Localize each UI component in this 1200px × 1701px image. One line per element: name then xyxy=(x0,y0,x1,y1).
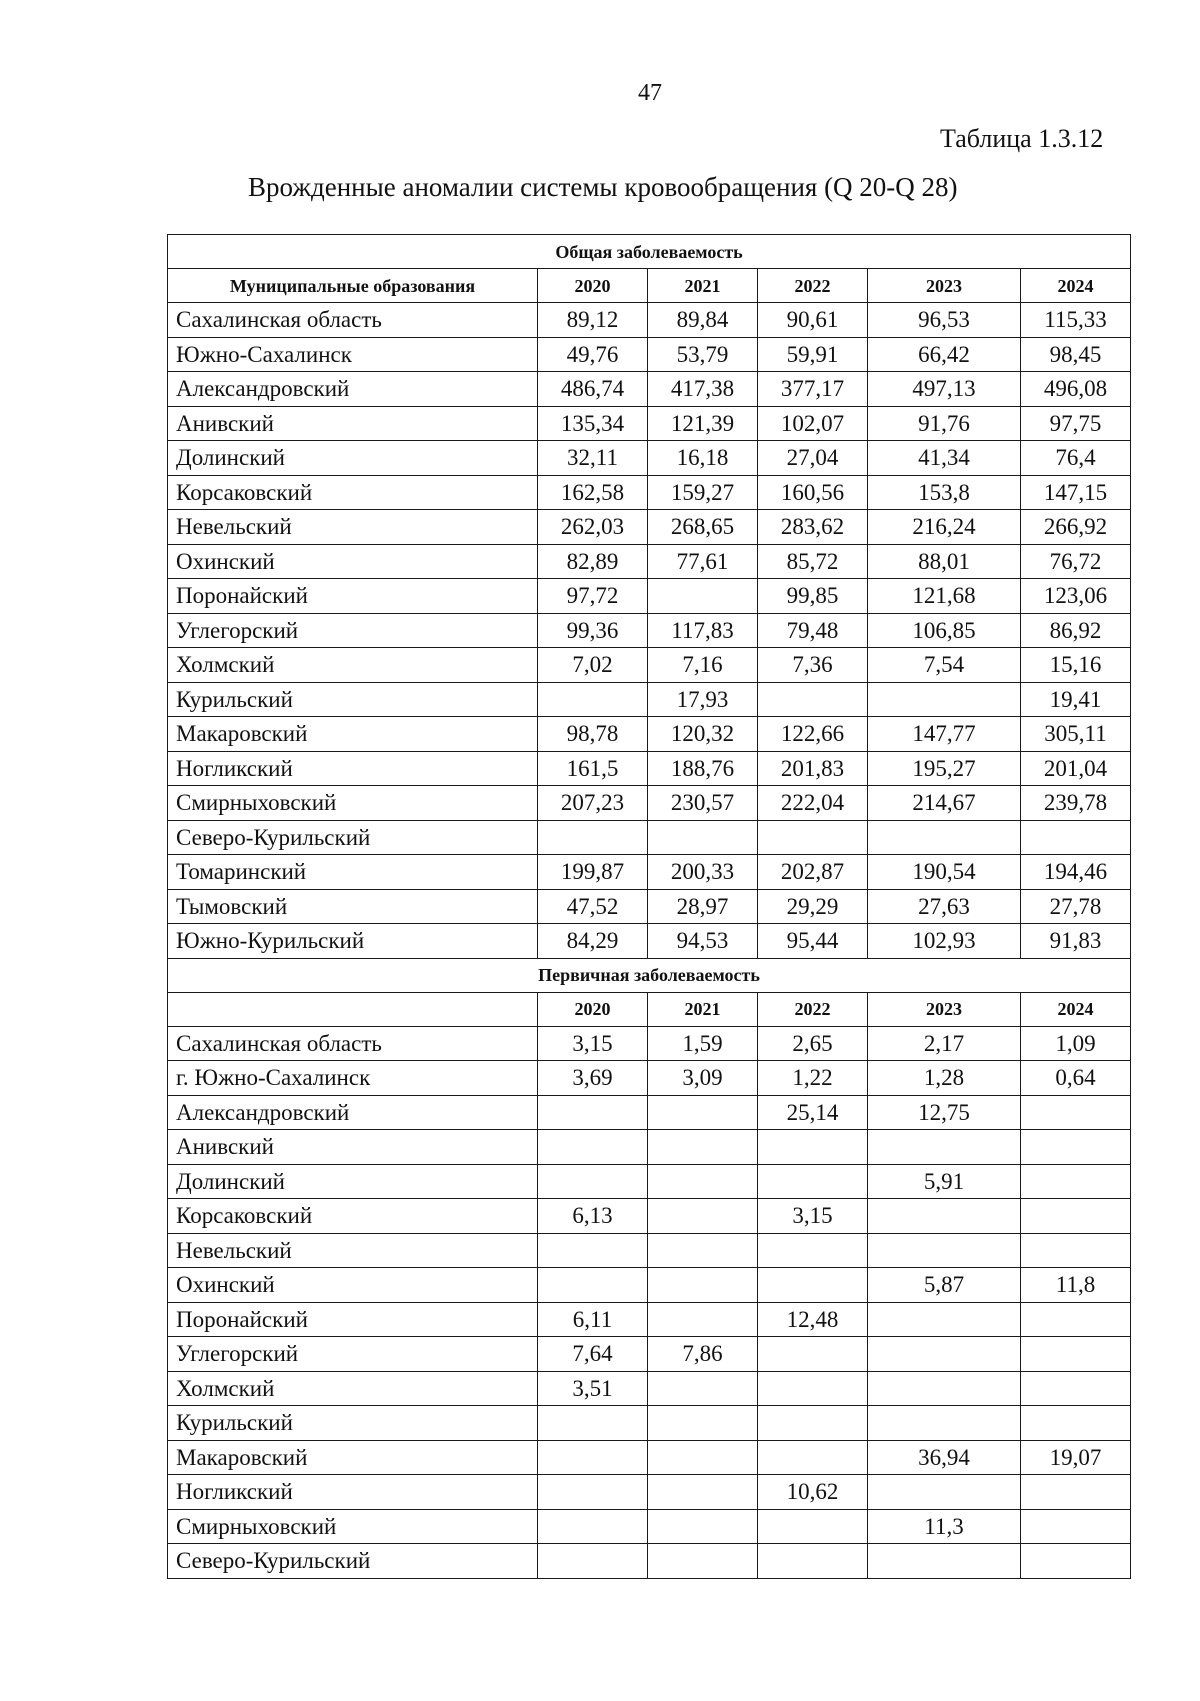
value-cell: 159,27 xyxy=(648,475,758,510)
value-cell: 147,77 xyxy=(868,717,1021,752)
column-header-year: 2024 xyxy=(1021,269,1131,303)
value-cell xyxy=(648,1371,758,1406)
value-cell xyxy=(1021,1130,1131,1165)
value-cell: 53,79 xyxy=(648,337,758,372)
value-cell: 153,8 xyxy=(868,475,1021,510)
table-row xyxy=(168,717,1131,752)
value-cell: 97,72 xyxy=(538,579,648,614)
value-cell xyxy=(1021,1544,1131,1579)
municipality-name-cell: Южно-Курильский xyxy=(168,924,538,959)
table-row xyxy=(168,1199,1131,1234)
value-cell: 201,83 xyxy=(758,751,868,786)
municipality-name-cell: Углегорский xyxy=(168,1337,538,1372)
table-row xyxy=(168,1440,1131,1475)
section-heading: Общая заболеваемость xyxy=(168,235,1131,269)
municipality-name-cell: Сахалинская область xyxy=(168,1026,538,1061)
value-cell: 115,33 xyxy=(1021,303,1131,338)
table-row xyxy=(168,1233,1131,1268)
value-cell: 195,27 xyxy=(868,751,1021,786)
value-cell xyxy=(538,1164,648,1199)
value-cell: 283,62 xyxy=(758,510,868,545)
value-cell: 76,4 xyxy=(1021,441,1131,476)
municipality-name-cell: Смирныховский xyxy=(168,1509,538,1544)
value-cell xyxy=(1021,1371,1131,1406)
value-cell: 200,33 xyxy=(648,855,758,890)
municipality-name-cell: Холмский xyxy=(168,648,538,683)
value-cell: 207,23 xyxy=(538,786,648,821)
value-cell xyxy=(758,682,868,717)
value-cell xyxy=(538,1406,648,1441)
value-cell: 120,32 xyxy=(648,717,758,752)
value-cell xyxy=(1021,1406,1131,1441)
value-cell: 0,64 xyxy=(1021,1061,1131,1096)
value-cell: 1,28 xyxy=(868,1061,1021,1096)
table-row xyxy=(168,406,1131,441)
value-cell: 162,58 xyxy=(538,475,648,510)
municipality-name-cell: Углегорский xyxy=(168,613,538,648)
value-cell xyxy=(758,1233,868,1268)
value-cell: 2,65 xyxy=(758,1026,868,1061)
value-cell xyxy=(648,1509,758,1544)
column-header-year: 2023 xyxy=(868,269,1021,303)
value-cell: 90,61 xyxy=(758,303,868,338)
table-row xyxy=(168,1130,1131,1165)
value-cell xyxy=(758,1406,868,1441)
value-cell: 95,44 xyxy=(758,924,868,959)
value-cell: 15,16 xyxy=(1021,648,1131,683)
value-cell: 222,04 xyxy=(758,786,868,821)
table-row xyxy=(168,1302,1131,1337)
column-header-row xyxy=(168,269,1131,303)
value-cell: 3,69 xyxy=(538,1061,648,1096)
municipality-name-cell: Александровский xyxy=(168,372,538,407)
value-cell xyxy=(648,1130,758,1165)
value-cell: 239,78 xyxy=(1021,786,1131,821)
value-cell xyxy=(1021,1199,1131,1234)
table-row xyxy=(168,1509,1131,1544)
municipality-name-cell: Корсаковский xyxy=(168,1199,538,1234)
value-cell: 117,83 xyxy=(648,613,758,648)
column-header-year: 2021 xyxy=(648,992,758,1026)
municipality-name-cell: Ногликский xyxy=(168,751,538,786)
value-cell xyxy=(868,1302,1021,1337)
municipality-name-cell: Невельский xyxy=(168,1233,538,1268)
value-cell xyxy=(648,579,758,614)
municipality-name-cell: Корсаковский xyxy=(168,475,538,510)
value-cell xyxy=(648,1164,758,1199)
value-cell: 7,36 xyxy=(758,648,868,683)
table-row xyxy=(168,648,1131,683)
table-row xyxy=(168,889,1131,924)
value-cell: 161,5 xyxy=(538,751,648,786)
table-row xyxy=(168,1095,1131,1130)
value-cell: 10,62 xyxy=(758,1475,868,1510)
value-cell xyxy=(538,820,648,855)
municipality-name-cell: Ногликский xyxy=(168,1475,538,1510)
table-row xyxy=(168,613,1131,648)
value-cell: 77,61 xyxy=(648,544,758,579)
value-cell: 5,87 xyxy=(868,1268,1021,1303)
value-cell: 29,29 xyxy=(758,889,868,924)
value-cell: 99,36 xyxy=(538,613,648,648)
value-cell: 160,56 xyxy=(758,475,868,510)
table-row xyxy=(168,855,1131,890)
value-cell: 7,54 xyxy=(868,648,1021,683)
value-cell xyxy=(648,820,758,855)
value-cell: 188,76 xyxy=(648,751,758,786)
section-heading-row xyxy=(168,235,1131,269)
value-cell xyxy=(538,1268,648,1303)
value-cell: 98,78 xyxy=(538,717,648,752)
value-cell xyxy=(1021,1302,1131,1337)
value-cell: 12,48 xyxy=(758,1302,868,1337)
value-cell xyxy=(868,1475,1021,1510)
value-cell: 3,15 xyxy=(758,1199,868,1234)
value-cell: 91,76 xyxy=(868,406,1021,441)
value-cell: 5,91 xyxy=(868,1164,1021,1199)
municipality-name-cell: Южно-Сахалинск xyxy=(168,337,538,372)
value-cell: 79,48 xyxy=(758,613,868,648)
value-cell: 16,18 xyxy=(648,441,758,476)
value-cell: 96,53 xyxy=(868,303,1021,338)
value-cell: 28,97 xyxy=(648,889,758,924)
value-cell: 497,13 xyxy=(868,372,1021,407)
value-cell: 27,78 xyxy=(1021,889,1131,924)
value-cell xyxy=(758,1544,868,1579)
value-cell xyxy=(758,1337,868,1372)
value-cell: 6,13 xyxy=(538,1199,648,1234)
municipality-name-cell: Холмский xyxy=(168,1371,538,1406)
table-row xyxy=(168,303,1131,338)
table-row xyxy=(168,1406,1131,1441)
table-row xyxy=(168,372,1131,407)
value-cell xyxy=(648,1268,758,1303)
table-row xyxy=(168,1026,1131,1061)
value-cell: 121,39 xyxy=(648,406,758,441)
value-cell: 89,12 xyxy=(538,303,648,338)
table-row xyxy=(168,1371,1131,1406)
municipality-name-cell: Охинский xyxy=(168,544,538,579)
value-cell: 486,74 xyxy=(538,372,648,407)
value-cell: 262,03 xyxy=(538,510,648,545)
value-cell: 86,92 xyxy=(1021,613,1131,648)
value-cell: 190,54 xyxy=(868,855,1021,890)
municipality-name-cell: Смирныховский xyxy=(168,786,538,821)
value-cell: 268,65 xyxy=(648,510,758,545)
municipality-name-cell: Томаринский xyxy=(168,855,538,890)
value-cell xyxy=(648,1544,758,1579)
value-cell: 99,85 xyxy=(758,579,868,614)
table-row xyxy=(168,337,1131,372)
table-row xyxy=(168,682,1131,717)
value-cell: 89,84 xyxy=(648,303,758,338)
value-cell: 1,09 xyxy=(1021,1026,1131,1061)
value-cell: 201,04 xyxy=(1021,751,1131,786)
value-cell: 135,34 xyxy=(538,406,648,441)
table-row xyxy=(168,820,1131,855)
municipality-name-cell: Поронайский xyxy=(168,1302,538,1337)
value-cell xyxy=(648,1233,758,1268)
table-row xyxy=(168,441,1131,476)
table-row xyxy=(168,751,1131,786)
municipality-name-cell: Курильский xyxy=(168,1406,538,1441)
value-cell: 47,52 xyxy=(538,889,648,924)
column-header-year: 2020 xyxy=(538,992,648,1026)
value-cell: 19,41 xyxy=(1021,682,1131,717)
table-row xyxy=(168,475,1131,510)
municipality-name-cell: Александровский xyxy=(168,1095,538,1130)
value-cell: 7,86 xyxy=(648,1337,758,1372)
value-cell: 41,34 xyxy=(868,441,1021,476)
value-cell: 1,22 xyxy=(758,1061,868,1096)
value-cell xyxy=(758,1164,868,1199)
value-cell: 49,76 xyxy=(538,337,648,372)
value-cell xyxy=(758,820,868,855)
value-cell: 36,94 xyxy=(868,1440,1021,1475)
value-cell: 84,29 xyxy=(538,924,648,959)
data-table xyxy=(167,234,1131,1579)
value-cell xyxy=(648,1406,758,1441)
value-cell: 3,09 xyxy=(648,1061,758,1096)
table-row xyxy=(168,786,1131,821)
value-cell: 121,68 xyxy=(868,579,1021,614)
table-row xyxy=(168,544,1131,579)
table-label: Таблица 1.3.12 xyxy=(940,124,1104,153)
value-cell xyxy=(1021,1233,1131,1268)
column-header-municipality xyxy=(168,992,538,1026)
value-cell: 122,66 xyxy=(758,717,868,752)
value-cell: 199,87 xyxy=(538,855,648,890)
value-cell xyxy=(538,1440,648,1475)
value-cell: 102,93 xyxy=(868,924,1021,959)
municipality-name-cell: Макаровский xyxy=(168,717,538,752)
value-cell: 1,59 xyxy=(648,1026,758,1061)
value-cell: 25,14 xyxy=(758,1095,868,1130)
value-cell: 19,07 xyxy=(1021,1440,1131,1475)
column-header-year: 2021 xyxy=(648,269,758,303)
municipality-name-cell: Анивский xyxy=(168,406,538,441)
value-cell: 32,11 xyxy=(538,441,648,476)
value-cell: 3,15 xyxy=(538,1026,648,1061)
value-cell xyxy=(1021,1337,1131,1372)
municipality-name-cell: Долинский xyxy=(168,1164,538,1199)
value-cell: 3,51 xyxy=(538,1371,648,1406)
value-cell: 82,89 xyxy=(538,544,648,579)
municipality-name-cell: Долинский xyxy=(168,441,538,476)
table-row xyxy=(168,1544,1131,1579)
value-cell xyxy=(1021,1475,1131,1510)
value-cell xyxy=(648,1475,758,1510)
municipality-name-cell: Макаровский xyxy=(168,1440,538,1475)
municipality-name-cell: Тымовский xyxy=(168,889,538,924)
value-cell xyxy=(1021,820,1131,855)
column-header-municipality: Муниципальные образования xyxy=(168,269,538,303)
value-cell: 230,57 xyxy=(648,786,758,821)
value-cell: 7,02 xyxy=(538,648,648,683)
value-cell xyxy=(648,1440,758,1475)
column-header-year: 2022 xyxy=(758,992,868,1026)
value-cell xyxy=(1021,1164,1131,1199)
value-cell xyxy=(538,1095,648,1130)
table-row xyxy=(168,1164,1131,1199)
value-cell xyxy=(538,1509,648,1544)
value-cell: 377,17 xyxy=(758,372,868,407)
value-cell xyxy=(758,1509,868,1544)
column-header-year: 2020 xyxy=(538,269,648,303)
value-cell: 214,67 xyxy=(868,786,1021,821)
value-cell: 59,91 xyxy=(758,337,868,372)
value-cell: 2,17 xyxy=(868,1026,1021,1061)
municipality-name-cell: Сахалинская область xyxy=(168,303,538,338)
value-cell xyxy=(868,1130,1021,1165)
value-cell xyxy=(648,1199,758,1234)
column-header-year: 2022 xyxy=(758,269,868,303)
value-cell xyxy=(758,1130,868,1165)
table-row xyxy=(168,510,1131,545)
value-cell: 27,04 xyxy=(758,441,868,476)
municipality-name-cell: Северо-Курильский xyxy=(168,820,538,855)
column-header-year: 2023 xyxy=(868,992,1021,1026)
value-cell xyxy=(1021,1509,1131,1544)
value-cell xyxy=(868,1406,1021,1441)
value-cell: 91,83 xyxy=(1021,924,1131,959)
value-cell xyxy=(758,1268,868,1303)
municipality-name-cell: Анивский xyxy=(168,1130,538,1165)
table-row xyxy=(168,1061,1131,1096)
value-cell xyxy=(538,1130,648,1165)
column-header-year: 2024 xyxy=(1021,992,1131,1026)
value-cell: 98,45 xyxy=(1021,337,1131,372)
value-cell xyxy=(538,682,648,717)
value-cell: 147,15 xyxy=(1021,475,1131,510)
value-cell: 7,16 xyxy=(648,648,758,683)
value-cell: 417,38 xyxy=(648,372,758,407)
value-cell: 76,72 xyxy=(1021,544,1131,579)
value-cell: 11,8 xyxy=(1021,1268,1131,1303)
municipality-name-cell: Поронайский xyxy=(168,579,538,614)
municipality-name-cell: Северо-Курильский xyxy=(168,1544,538,1579)
value-cell xyxy=(648,1302,758,1337)
table-row xyxy=(168,924,1131,959)
value-cell xyxy=(868,820,1021,855)
value-cell xyxy=(868,1199,1021,1234)
value-cell: 85,72 xyxy=(758,544,868,579)
municipality-name-cell: Невельский xyxy=(168,510,538,545)
value-cell xyxy=(868,682,1021,717)
section-heading-row xyxy=(168,958,1131,992)
value-cell: 102,07 xyxy=(758,406,868,441)
table-row xyxy=(168,1475,1131,1510)
value-cell: 88,01 xyxy=(868,544,1021,579)
municipality-name-cell: Курильский xyxy=(168,682,538,717)
value-cell: 11,3 xyxy=(868,1509,1021,1544)
value-cell xyxy=(538,1233,648,1268)
table-row xyxy=(168,1268,1131,1303)
value-cell: 94,53 xyxy=(648,924,758,959)
page-number: 47 xyxy=(638,80,662,106)
municipality-name-cell: г. Южно-Сахалинск xyxy=(168,1061,538,1096)
value-cell: 266,92 xyxy=(1021,510,1131,545)
table-row xyxy=(168,1337,1131,1372)
value-cell xyxy=(868,1544,1021,1579)
value-cell xyxy=(868,1233,1021,1268)
section-heading: Первичная заболеваемость xyxy=(168,958,1131,992)
value-cell: 27,63 xyxy=(868,889,1021,924)
value-cell xyxy=(538,1544,648,1579)
value-cell: 305,11 xyxy=(1021,717,1131,752)
table-row xyxy=(168,579,1131,614)
value-cell: 66,42 xyxy=(868,337,1021,372)
document-title: Врожденные аномалии системы кровообращения (Q 20-Q 28) xyxy=(248,172,958,202)
value-cell xyxy=(758,1440,868,1475)
value-cell xyxy=(1021,1095,1131,1130)
value-cell: 216,24 xyxy=(868,510,1021,545)
value-cell: 202,87 xyxy=(758,855,868,890)
value-cell: 106,85 xyxy=(868,613,1021,648)
value-cell: 496,08 xyxy=(1021,372,1131,407)
value-cell: 6,11 xyxy=(538,1302,648,1337)
value-cell: 12,75 xyxy=(868,1095,1021,1130)
value-cell: 123,06 xyxy=(1021,579,1131,614)
column-header-row xyxy=(168,992,1131,1026)
value-cell xyxy=(758,1371,868,1406)
table-body xyxy=(168,235,1131,1579)
value-cell: 7,64 xyxy=(538,1337,648,1372)
value-cell xyxy=(868,1337,1021,1372)
value-cell xyxy=(648,1095,758,1130)
value-cell: 17,93 xyxy=(648,682,758,717)
value-cell: 97,75 xyxy=(1021,406,1131,441)
value-cell xyxy=(538,1475,648,1510)
value-cell xyxy=(868,1371,1021,1406)
value-cell: 194,46 xyxy=(1021,855,1131,890)
municipality-name-cell: Охинский xyxy=(168,1268,538,1303)
